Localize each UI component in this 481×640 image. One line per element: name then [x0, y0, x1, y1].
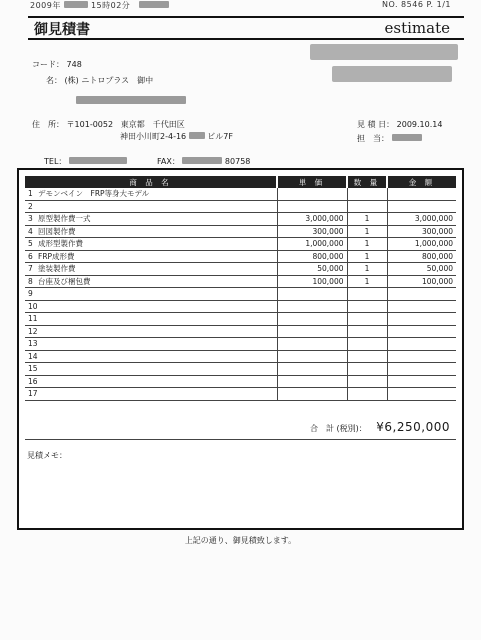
row-number: 8	[28, 276, 33, 286]
item-name: 成形型製作費	[38, 239, 83, 249]
items-box	[17, 168, 464, 530]
table-row	[25, 238, 456, 251]
amount-cell: 50,000	[387, 263, 456, 276]
amount-cell	[387, 325, 456, 338]
customer-name	[46, 75, 153, 86]
amount-cell	[387, 363, 456, 376]
amount-cell	[387, 338, 456, 351]
row-number: 15	[28, 364, 38, 374]
quantity-cell: 1	[347, 275, 387, 288]
amount-cell	[387, 300, 456, 313]
customer-contact	[76, 96, 186, 106]
amount-cell	[387, 313, 456, 326]
document-title: 御見積書	[34, 22, 90, 38]
redacted-text	[189, 132, 205, 139]
redacted-fax	[182, 157, 222, 164]
unit-price-cell	[277, 375, 347, 388]
total-value: ¥6,250,000	[376, 420, 450, 434]
estimate-staff-label: 担 当：	[357, 134, 389, 143]
item-name-cell	[25, 250, 277, 263]
row-number: 16	[28, 376, 38, 386]
customer-name-label: 名：	[46, 76, 62, 85]
unit-price-cell	[277, 188, 347, 200]
quantity-cell: 1	[347, 263, 387, 276]
unit-price-cell: 800,000	[277, 250, 347, 263]
table-row	[25, 288, 456, 301]
row-number: 12	[28, 326, 38, 336]
amount-cell: 3,000,000	[387, 213, 456, 226]
unit-price-cell	[277, 288, 347, 301]
amount-cell: 300,000	[387, 225, 456, 238]
item-name-cell	[25, 375, 277, 388]
unit-price-cell	[277, 300, 347, 313]
quantity-cell: 1	[347, 225, 387, 238]
item-name-cell	[25, 188, 277, 200]
item-name-cell	[25, 325, 277, 338]
row-number: 3	[28, 214, 33, 224]
estimate-date	[357, 119, 442, 130]
tel-label: TEL：	[44, 157, 67, 166]
quantity-cell	[347, 200, 387, 213]
item-name-cell	[25, 300, 277, 313]
fax-date: 2009年	[30, 1, 61, 10]
item-name-cell	[25, 363, 277, 376]
item-name-cell	[25, 275, 277, 288]
table-row	[25, 275, 456, 288]
unit-price-cell	[277, 350, 347, 363]
table-row	[25, 375, 456, 388]
table-row	[25, 313, 456, 326]
redacted-text	[139, 1, 169, 8]
estimate-date-value: 2009.10.14	[396, 120, 443, 129]
amount-cell	[387, 375, 456, 388]
table-row	[25, 325, 456, 338]
address-label: 住 所：	[32, 120, 64, 129]
item-name-cell	[25, 225, 277, 238]
closing-statement: 上記の通り、御見積致します。	[184, 536, 297, 545]
item-name: 塗装製作費	[38, 264, 76, 274]
customer-address	[32, 119, 185, 130]
row-number: 5	[28, 239, 33, 249]
postal-code: 〒101-0052	[66, 120, 114, 129]
table-row	[25, 300, 456, 313]
redacted-contact	[76, 96, 186, 104]
header-product-name: 商 品 名	[25, 176, 277, 188]
memo-label: 見積メモ：	[27, 451, 67, 460]
item-name: FRP成形費	[38, 251, 75, 261]
redacted-text	[64, 1, 88, 8]
fax-label: FAX：	[157, 157, 180, 166]
table-row	[25, 363, 456, 376]
item-name-cell	[25, 200, 277, 213]
estimate-date-label: 見 積 日：	[357, 120, 395, 129]
quantity-cell	[347, 288, 387, 301]
item-name-cell	[25, 263, 277, 276]
amount-cell	[387, 200, 456, 213]
unit-price-cell	[277, 325, 347, 338]
items-table	[25, 176, 456, 401]
fax-time: 15時02分	[90, 1, 131, 10]
item-name: 台座及び梱包費	[38, 276, 91, 286]
customer-name-value: (株) ニトロプラス 御中	[64, 76, 154, 85]
row-number: 11	[28, 314, 38, 324]
redacted-company-name	[310, 44, 458, 60]
unit-price-cell: 100,000	[277, 275, 347, 288]
redacted-staff	[392, 134, 422, 141]
amount-cell	[387, 388, 456, 401]
unit-price-cell	[277, 388, 347, 401]
quantity-cell	[347, 388, 387, 401]
item-name: 原型製作費一式	[38, 214, 91, 224]
unit-price-cell	[277, 200, 347, 213]
item-name-cell	[25, 288, 277, 301]
table-row	[25, 350, 456, 363]
row-number: 6	[28, 251, 33, 261]
divider	[25, 439, 456, 440]
table-row	[25, 388, 456, 401]
table-row	[25, 250, 456, 263]
row-number: 13	[28, 339, 38, 349]
row-number: 2	[28, 201, 33, 211]
row-number: 9	[28, 289, 33, 299]
row-number: 10	[28, 301, 38, 311]
row-number: 17	[28, 389, 38, 399]
unit-price-cell: 50,000	[277, 263, 347, 276]
quantity-cell	[347, 313, 387, 326]
item-name: 回図製作費	[38, 226, 76, 236]
unit-price-cell	[277, 338, 347, 351]
address-line2: 神田小川町2-4-16	[120, 132, 187, 141]
quantity-cell	[347, 188, 387, 200]
quantity-cell	[347, 350, 387, 363]
quantity-cell	[347, 338, 387, 351]
quantity-cell	[347, 363, 387, 376]
redacted-phone	[69, 157, 127, 164]
fax-number-tail: 80758	[224, 157, 251, 166]
header-unit-price: 単 価	[277, 176, 347, 188]
customer-phone	[44, 156, 127, 167]
redacted-company-name	[332, 66, 452, 82]
quantity-cell: 1	[347, 213, 387, 226]
amount-cell	[387, 288, 456, 301]
row-number: 4	[28, 226, 33, 236]
row-number: 14	[28, 351, 38, 361]
quantity-cell: 1	[347, 250, 387, 263]
table-row	[25, 213, 456, 226]
quantity-cell	[347, 375, 387, 388]
item-name-cell	[25, 350, 277, 363]
title-bar	[28, 16, 464, 40]
item-name-cell	[25, 238, 277, 251]
fax-header-right: NO. 8546 P. 1/1	[382, 0, 451, 9]
customer-fax	[157, 156, 250, 167]
item-name-cell	[25, 213, 277, 226]
item-name-cell	[25, 338, 277, 351]
quantity-cell: 1	[347, 238, 387, 251]
customer-code-label: コード：	[32, 60, 64, 69]
address-building: ビル7F	[207, 132, 233, 141]
item-name-cell	[25, 388, 277, 401]
unit-price-cell: 300,000	[277, 225, 347, 238]
total-line	[310, 420, 450, 434]
customer-address-line2	[120, 131, 233, 142]
table-row	[25, 263, 456, 276]
unit-price-cell: 1,000,000	[277, 238, 347, 251]
header-quantity: 数 量	[347, 176, 387, 188]
customer-code-value: 748	[66, 60, 82, 69]
amount-cell: 800,000	[387, 250, 456, 263]
issuer-company-block	[310, 44, 460, 100]
address-city: 東京都 千代田区	[120, 120, 185, 129]
fax-header-left	[30, 0, 169, 11]
estimate-staff	[357, 133, 422, 144]
amount-cell	[387, 350, 456, 363]
items-table-body	[25, 188, 456, 400]
unit-price-cell: 3,000,000	[277, 213, 347, 226]
row-number: 1	[28, 189, 33, 199]
item-name-cell	[25, 313, 277, 326]
amount-cell: 1,000,000	[387, 238, 456, 251]
quantity-cell	[347, 325, 387, 338]
total-label: 合 計 (税別)：	[309, 424, 367, 433]
row-number: 7	[28, 264, 33, 274]
amount-cell	[387, 188, 456, 200]
unit-price-cell	[277, 313, 347, 326]
table-row	[25, 225, 456, 238]
document-title-en: estimate	[384, 19, 450, 37]
quantity-cell	[347, 300, 387, 313]
table-row	[25, 200, 456, 213]
table-header-row	[25, 176, 456, 188]
table-row	[25, 338, 456, 351]
table-row	[25, 188, 456, 200]
item-name: デモンベイン FRP等身大モデル	[38, 189, 150, 199]
customer-code	[32, 59, 82, 70]
unit-price-cell	[277, 363, 347, 376]
amount-cell: 100,000	[387, 275, 456, 288]
header-amount: 金 額	[387, 176, 456, 188]
